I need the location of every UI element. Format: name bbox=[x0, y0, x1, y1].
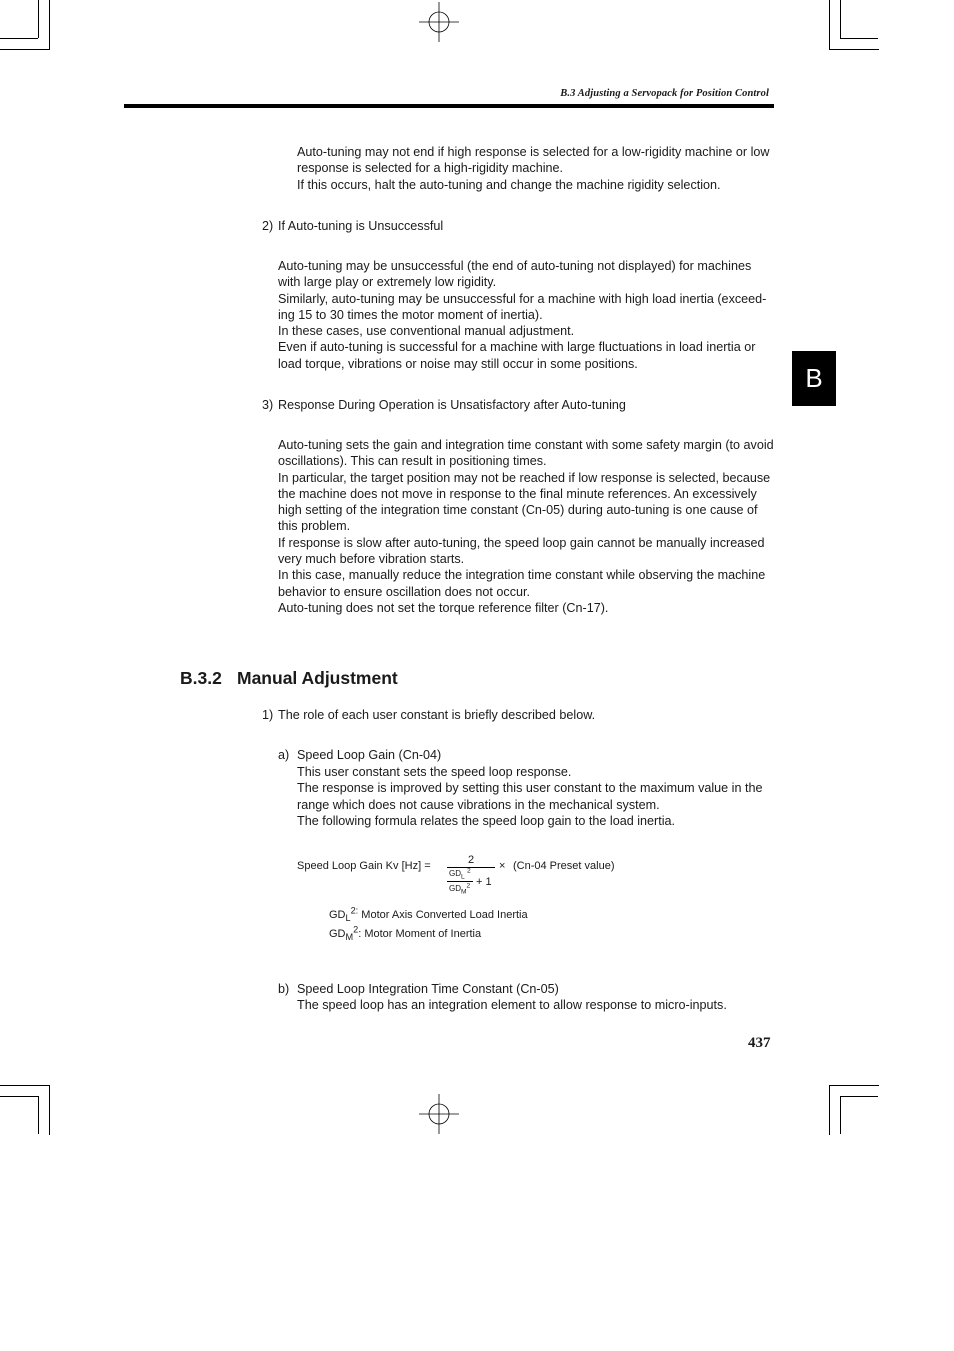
crop-mark-top-left-v2 bbox=[38, 0, 39, 38]
crop-mark-top-left-v bbox=[49, 0, 50, 50]
crop-mark-bottom-left-h2 bbox=[0, 1096, 38, 1097]
text-line: Auto-tuning may be unsuccessful (the end of auto-tuning not displayed) for machines bbox=[278, 259, 752, 273]
text-line: In this case, manually reduce the integration time constant while observing the machine bbox=[278, 568, 766, 583]
text-line: The following formula relates the speed loop gain to the load inertia. bbox=[297, 813, 676, 828]
crop-mark-bottom-left-v2 bbox=[38, 1096, 39, 1134]
crop-mark-bottom-left-h bbox=[0, 1085, 50, 1086]
chapter-tab: B bbox=[792, 351, 836, 406]
section-title: Manual Adjustment bbox=[237, 668, 398, 688]
text-line: very much before vibration starts. bbox=[278, 552, 465, 567]
legend-load-inertia bbox=[329, 905, 528, 924]
text-line: The speed loop has an integration element to allow response to micro-inputs. bbox=[297, 998, 727, 1012]
text-line: Similarly, auto-tuning may be unsuccessful for a machine with high load inertia (exceed- bbox=[278, 291, 767, 306]
formula-numerator: 2 bbox=[468, 854, 475, 866]
sub-a-body bbox=[297, 764, 774, 829]
text-line: Auto-tuning does not set the torque reference filter (Cn-17). bbox=[278, 600, 609, 615]
times-sign: × bbox=[499, 860, 506, 872]
crop-mark-top-right-h bbox=[829, 49, 879, 50]
legend-description: Motor Axis Converted Load Inertia bbox=[361, 909, 528, 921]
text-line: If response is slow after auto-tuning, the speed loop gain cannot be manually increased bbox=[278, 535, 765, 550]
gd-symbol: GD bbox=[449, 884, 461, 893]
text-line: The response is improved by setting this user constant to the maximum value in the bbox=[297, 781, 763, 796]
subitem-heading: Speed Loop Gain (Cn-04) bbox=[297, 748, 442, 762]
superscript: 2: bbox=[350, 905, 359, 916]
subitem-letter: b) bbox=[278, 982, 290, 996]
sub-b-body bbox=[297, 997, 774, 1013]
item-number: 3) bbox=[262, 398, 274, 412]
subitem-letter: a) bbox=[278, 748, 290, 762]
section-heading bbox=[180, 668, 398, 689]
crop-mark-top-right-v2 bbox=[840, 0, 841, 38]
inner-numerator bbox=[449, 867, 471, 881]
item-number: 2) bbox=[262, 219, 274, 233]
crop-mark-top-left-h bbox=[0, 49, 50, 50]
text-line: Auto-tuning may not end if high response is selected for a low-rigidity machine or low bbox=[297, 145, 770, 159]
text-line: range which does not cause vibrations in the mechanical system. bbox=[297, 797, 660, 812]
legend-description: : Motor Moment of Inertia bbox=[358, 928, 482, 940]
header-rule bbox=[124, 104, 774, 108]
square: 2 bbox=[466, 867, 471, 875]
intro-note bbox=[297, 144, 774, 193]
page-number: 437 bbox=[748, 1035, 771, 1051]
text-line: high setting of the integration time constant (Cn-05) during auto-tuning is one cause of bbox=[278, 503, 758, 518]
text-line: In particular, the target position may not be reached if low response is selected, because bbox=[278, 470, 771, 485]
text-line: load torque, vibrations or noise may still occur in some positions. bbox=[278, 356, 638, 371]
crop-mark-bottom-right-v2 bbox=[840, 1096, 841, 1134]
crop-mark-bottom-right-h bbox=[829, 1085, 879, 1086]
formula-rhs: (Cn-04 Preset value) bbox=[513, 860, 615, 872]
text-line: this problem. bbox=[278, 519, 351, 534]
text-line: This user constant sets the speed loop response. bbox=[297, 765, 572, 779]
subscript-l: L bbox=[461, 873, 465, 881]
item-heading: Response During Operation is Unsatisfactory after Auto-tuning bbox=[278, 398, 626, 412]
inner-denominator bbox=[449, 882, 471, 896]
registration-mark-top bbox=[419, 2, 459, 42]
item3-body bbox=[278, 437, 774, 616]
text-line: oscillations). This can result in positioning times. bbox=[278, 454, 547, 469]
text-line: with large play or extremely low rigidity. bbox=[278, 275, 497, 290]
gd-symbol: GD bbox=[449, 869, 461, 878]
legend-motor-inertia bbox=[329, 924, 482, 943]
crop-mark-top-left-h2 bbox=[0, 38, 38, 39]
formula-lhs: Speed Loop Gain Kv [Hz] = bbox=[297, 860, 431, 872]
fraction-bar bbox=[447, 867, 495, 868]
text-line: Even if auto-tuning is successful for a machine with large fluctuations in load inertia or bbox=[278, 340, 756, 355]
item-heading: If Auto-tuning is Unsuccessful bbox=[278, 219, 444, 233]
text-line: the machine does not move in response to the final minute references. An excessively bbox=[278, 486, 757, 501]
subscript-m: M bbox=[461, 888, 467, 896]
superscript: 2 bbox=[353, 924, 359, 935]
crop-mark-top-right-v bbox=[829, 0, 830, 50]
section-number: B.3.2 bbox=[180, 668, 222, 688]
gd-symbol: GD bbox=[329, 928, 346, 940]
crop-mark-bottom-left-v bbox=[49, 1085, 50, 1135]
square: 2 bbox=[466, 882, 471, 890]
text-line: response is selected for a high-rigidity machine. bbox=[297, 161, 563, 176]
crop-mark-bottom-right-h2 bbox=[840, 1096, 878, 1097]
subscript-m: M bbox=[345, 932, 354, 943]
running-header: B.3 Adjusting a Servopack for Position Control bbox=[560, 88, 769, 99]
subitem-heading: Speed Loop Integration Time Constant (Cn-05) bbox=[297, 982, 559, 996]
registration-mark-bottom bbox=[419, 1094, 459, 1134]
subscript-l: L bbox=[345, 913, 351, 924]
crop-mark-bottom-right-v bbox=[829, 1085, 830, 1135]
text-line: behavior to ensure oscillation does not occur. bbox=[278, 584, 531, 599]
text-line: In these cases, use conventional manual adjustment. bbox=[278, 324, 575, 339]
formula-plus-one: + 1 bbox=[476, 876, 492, 888]
item-number: 1) bbox=[262, 708, 274, 722]
text-line: If this occurs, halt the auto-tuning and change the machine rigidity selection. bbox=[297, 177, 721, 192]
crop-mark-top-right-h2 bbox=[840, 38, 878, 39]
text-line: Auto-tuning sets the gain and integration time constant with some safety margin (to avoid bbox=[278, 438, 774, 452]
gd-symbol: GD bbox=[329, 909, 346, 921]
item-text: The role of each user constant is briefly described below. bbox=[278, 708, 596, 722]
item2-body bbox=[278, 258, 774, 372]
text-line: ing 15 to 30 times the motor moment of inertia). bbox=[278, 307, 543, 322]
